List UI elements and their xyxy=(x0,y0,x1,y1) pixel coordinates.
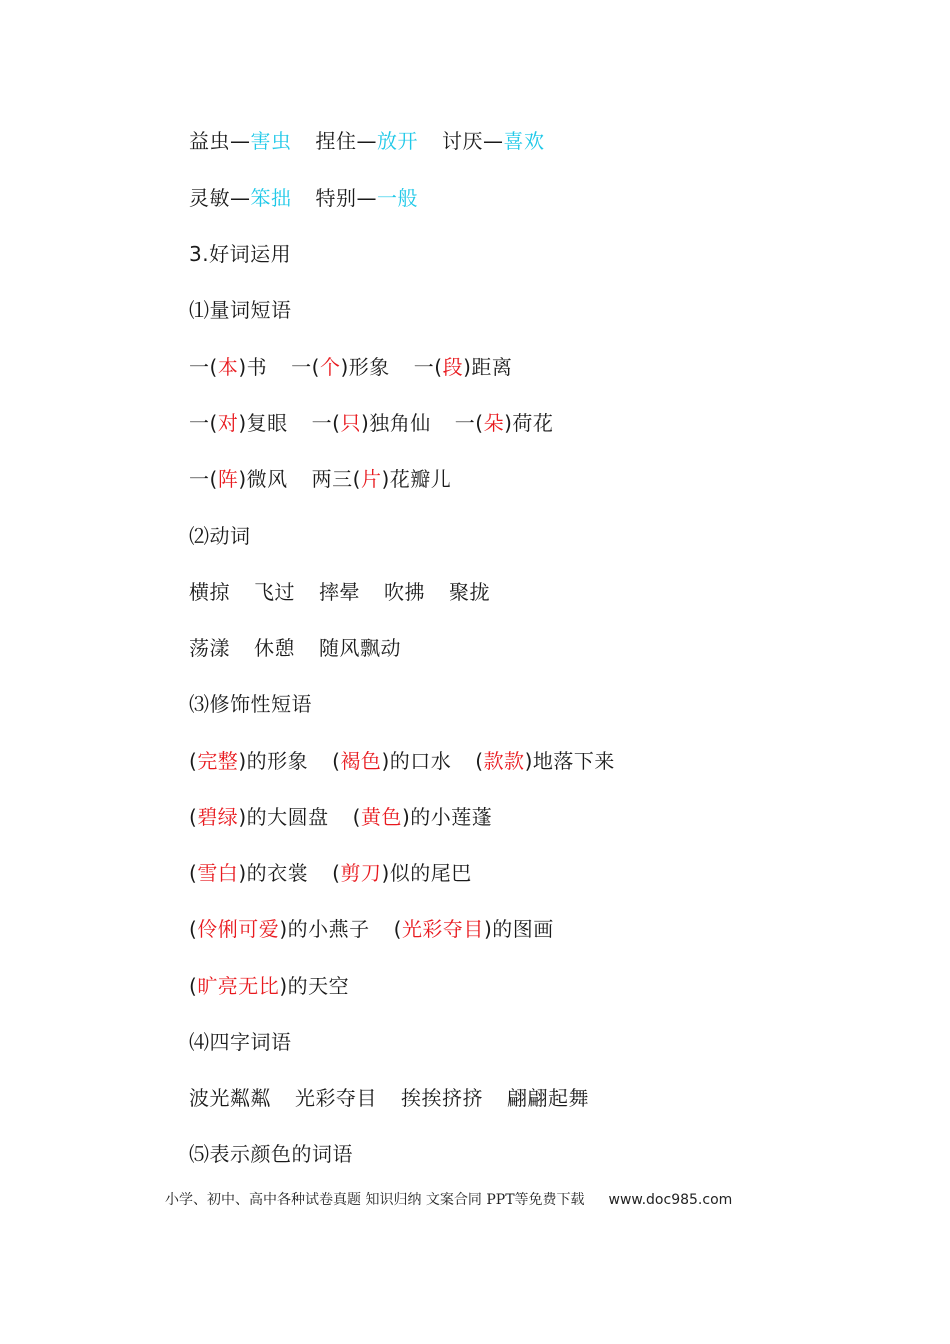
text-segment: 挨挨挤挤 xyxy=(401,1086,483,1110)
answer-fill: 完整 xyxy=(197,749,239,773)
text-line xyxy=(189,296,292,324)
text-segment: 随风飘动 xyxy=(319,636,401,660)
text-segment: ( xyxy=(189,749,198,773)
text-segment: )微风 xyxy=(238,467,288,491)
text-segment: ⑶修饰性短语 xyxy=(189,692,312,716)
answer-fill: 阵 xyxy=(217,467,239,491)
text-segment: 横掠 xyxy=(189,580,230,604)
text-line xyxy=(189,353,512,381)
antonym-answer: 放开 xyxy=(377,129,418,153)
text-line xyxy=(189,184,418,212)
text-segment: ⑵动词 xyxy=(189,524,251,548)
text-line xyxy=(189,1084,589,1112)
text-segment: ( xyxy=(189,861,198,885)
text-segment: 3.好词运用 xyxy=(189,242,292,266)
text-line xyxy=(189,915,554,943)
text-segment: 光彩夺目 xyxy=(295,1086,377,1110)
text-segment: )地落下来 xyxy=(524,749,615,773)
text-segment: )距离 xyxy=(463,355,513,379)
text-segment: 一( xyxy=(454,411,484,435)
text-segment: ( xyxy=(393,917,402,941)
text-segment: )的形象 xyxy=(238,749,309,773)
text-line xyxy=(189,690,312,718)
text-segment: )的衣裳 xyxy=(238,861,309,885)
text-line xyxy=(189,465,451,493)
page-footer xyxy=(165,1190,732,1210)
text-segment: )复眼 xyxy=(238,411,288,435)
answer-fill: 褐色 xyxy=(340,749,382,773)
answer-fill: 黄色 xyxy=(360,805,402,829)
text-segment: 两三( xyxy=(311,467,361,491)
text-segment: 一( xyxy=(413,355,443,379)
text-segment: 一( xyxy=(189,467,218,491)
text-line xyxy=(189,522,251,550)
text-segment: ⑴量词短语 xyxy=(189,298,292,322)
text-segment: )花瓣儿 xyxy=(381,467,452,491)
answer-fill: 碧绿 xyxy=(197,805,239,829)
text-segment: ( xyxy=(332,749,341,773)
text-segment: 益虫— xyxy=(189,129,251,153)
answer-fill: 对 xyxy=(217,411,239,435)
text-segment: 荡漾 xyxy=(189,636,230,660)
text-segment: ⑸表示颜色的词语 xyxy=(189,1142,353,1166)
text-segment: )的小燕子 xyxy=(279,917,370,941)
answer-fill: 只 xyxy=(340,411,361,435)
text-segment: 一( xyxy=(189,411,218,435)
text-line xyxy=(189,578,490,606)
text-segment: ( xyxy=(352,805,361,829)
text-segment: ( xyxy=(189,917,198,941)
text-segment: 吹拂 xyxy=(384,580,425,604)
text-segment: ( xyxy=(189,805,198,829)
answer-fill: 个 xyxy=(319,355,341,379)
text-segment: 波光粼粼 xyxy=(189,1086,271,1110)
text-segment: ( xyxy=(475,749,484,773)
text-segment: 灵敏— xyxy=(189,186,251,210)
answer-fill: 朵 xyxy=(483,411,505,435)
text-line xyxy=(189,803,492,831)
text-segment: 特别— xyxy=(315,186,377,210)
answer-fill: 段 xyxy=(442,355,464,379)
text-segment: 捏住— xyxy=(315,129,377,153)
text-segment: 一( xyxy=(311,411,341,435)
text-segment: 讨厌— xyxy=(442,129,504,153)
answer-fill: 旷亮无比 xyxy=(197,974,280,998)
text-line xyxy=(189,127,545,155)
text-line xyxy=(189,747,615,775)
text-segment: )似的尾巴 xyxy=(381,861,472,885)
text-line xyxy=(189,859,472,887)
text-segment: )的小莲蓬 xyxy=(401,805,493,829)
text-segment: )独角仙 xyxy=(360,411,431,435)
footer-url[interactable]: www.doc985.com xyxy=(608,1192,733,1208)
answer-fill: 雪白 xyxy=(197,861,239,885)
text-segment: ( xyxy=(189,974,198,998)
text-segment: )的大圆盘 xyxy=(238,805,329,829)
text-line xyxy=(189,1028,292,1056)
antonym-answer: 害虫 xyxy=(250,129,292,153)
text-segment: ( xyxy=(332,861,341,885)
text-line xyxy=(189,1140,353,1168)
answer-fill: 光彩夺目 xyxy=(401,917,484,941)
text-line xyxy=(189,409,553,437)
text-segment: 一( xyxy=(189,355,218,379)
answer-fill: 款款 xyxy=(483,749,525,773)
text-segment: 休憩 xyxy=(254,636,295,660)
text-segment: 聚拢 xyxy=(449,580,490,604)
text-segment: ⑷四字词语 xyxy=(189,1030,292,1054)
text-segment: 摔晕 xyxy=(319,580,360,604)
answer-fill: 剪刀 xyxy=(340,861,382,885)
text-segment: )的图画 xyxy=(483,917,554,941)
text-line xyxy=(189,634,401,662)
text-segment: 一( xyxy=(291,355,320,379)
text-segment: )形象 xyxy=(340,355,390,379)
text-segment: )书 xyxy=(238,355,268,379)
text-segment: 飞过 xyxy=(254,580,295,604)
antonym-answer: 一般 xyxy=(377,186,418,210)
text-segment: )的口水 xyxy=(381,749,452,773)
footer-text: 小学、初中、高中各种试卷真题 知识归纳 文案合同 PPT等免费下载 xyxy=(165,1192,585,1208)
text-segment: )荷花 xyxy=(504,411,554,435)
text-line xyxy=(189,972,349,1000)
text-segment: 翩翩起舞 xyxy=(507,1086,589,1110)
text-segment: )的天空 xyxy=(279,974,350,998)
antonym-answer: 笨拙 xyxy=(250,186,292,210)
text-line xyxy=(189,240,291,268)
answer-fill: 本 xyxy=(217,355,239,379)
answer-fill: 片 xyxy=(360,467,382,491)
antonym-answer: 喜欢 xyxy=(503,129,545,153)
answer-fill: 伶俐可爱 xyxy=(197,917,280,941)
